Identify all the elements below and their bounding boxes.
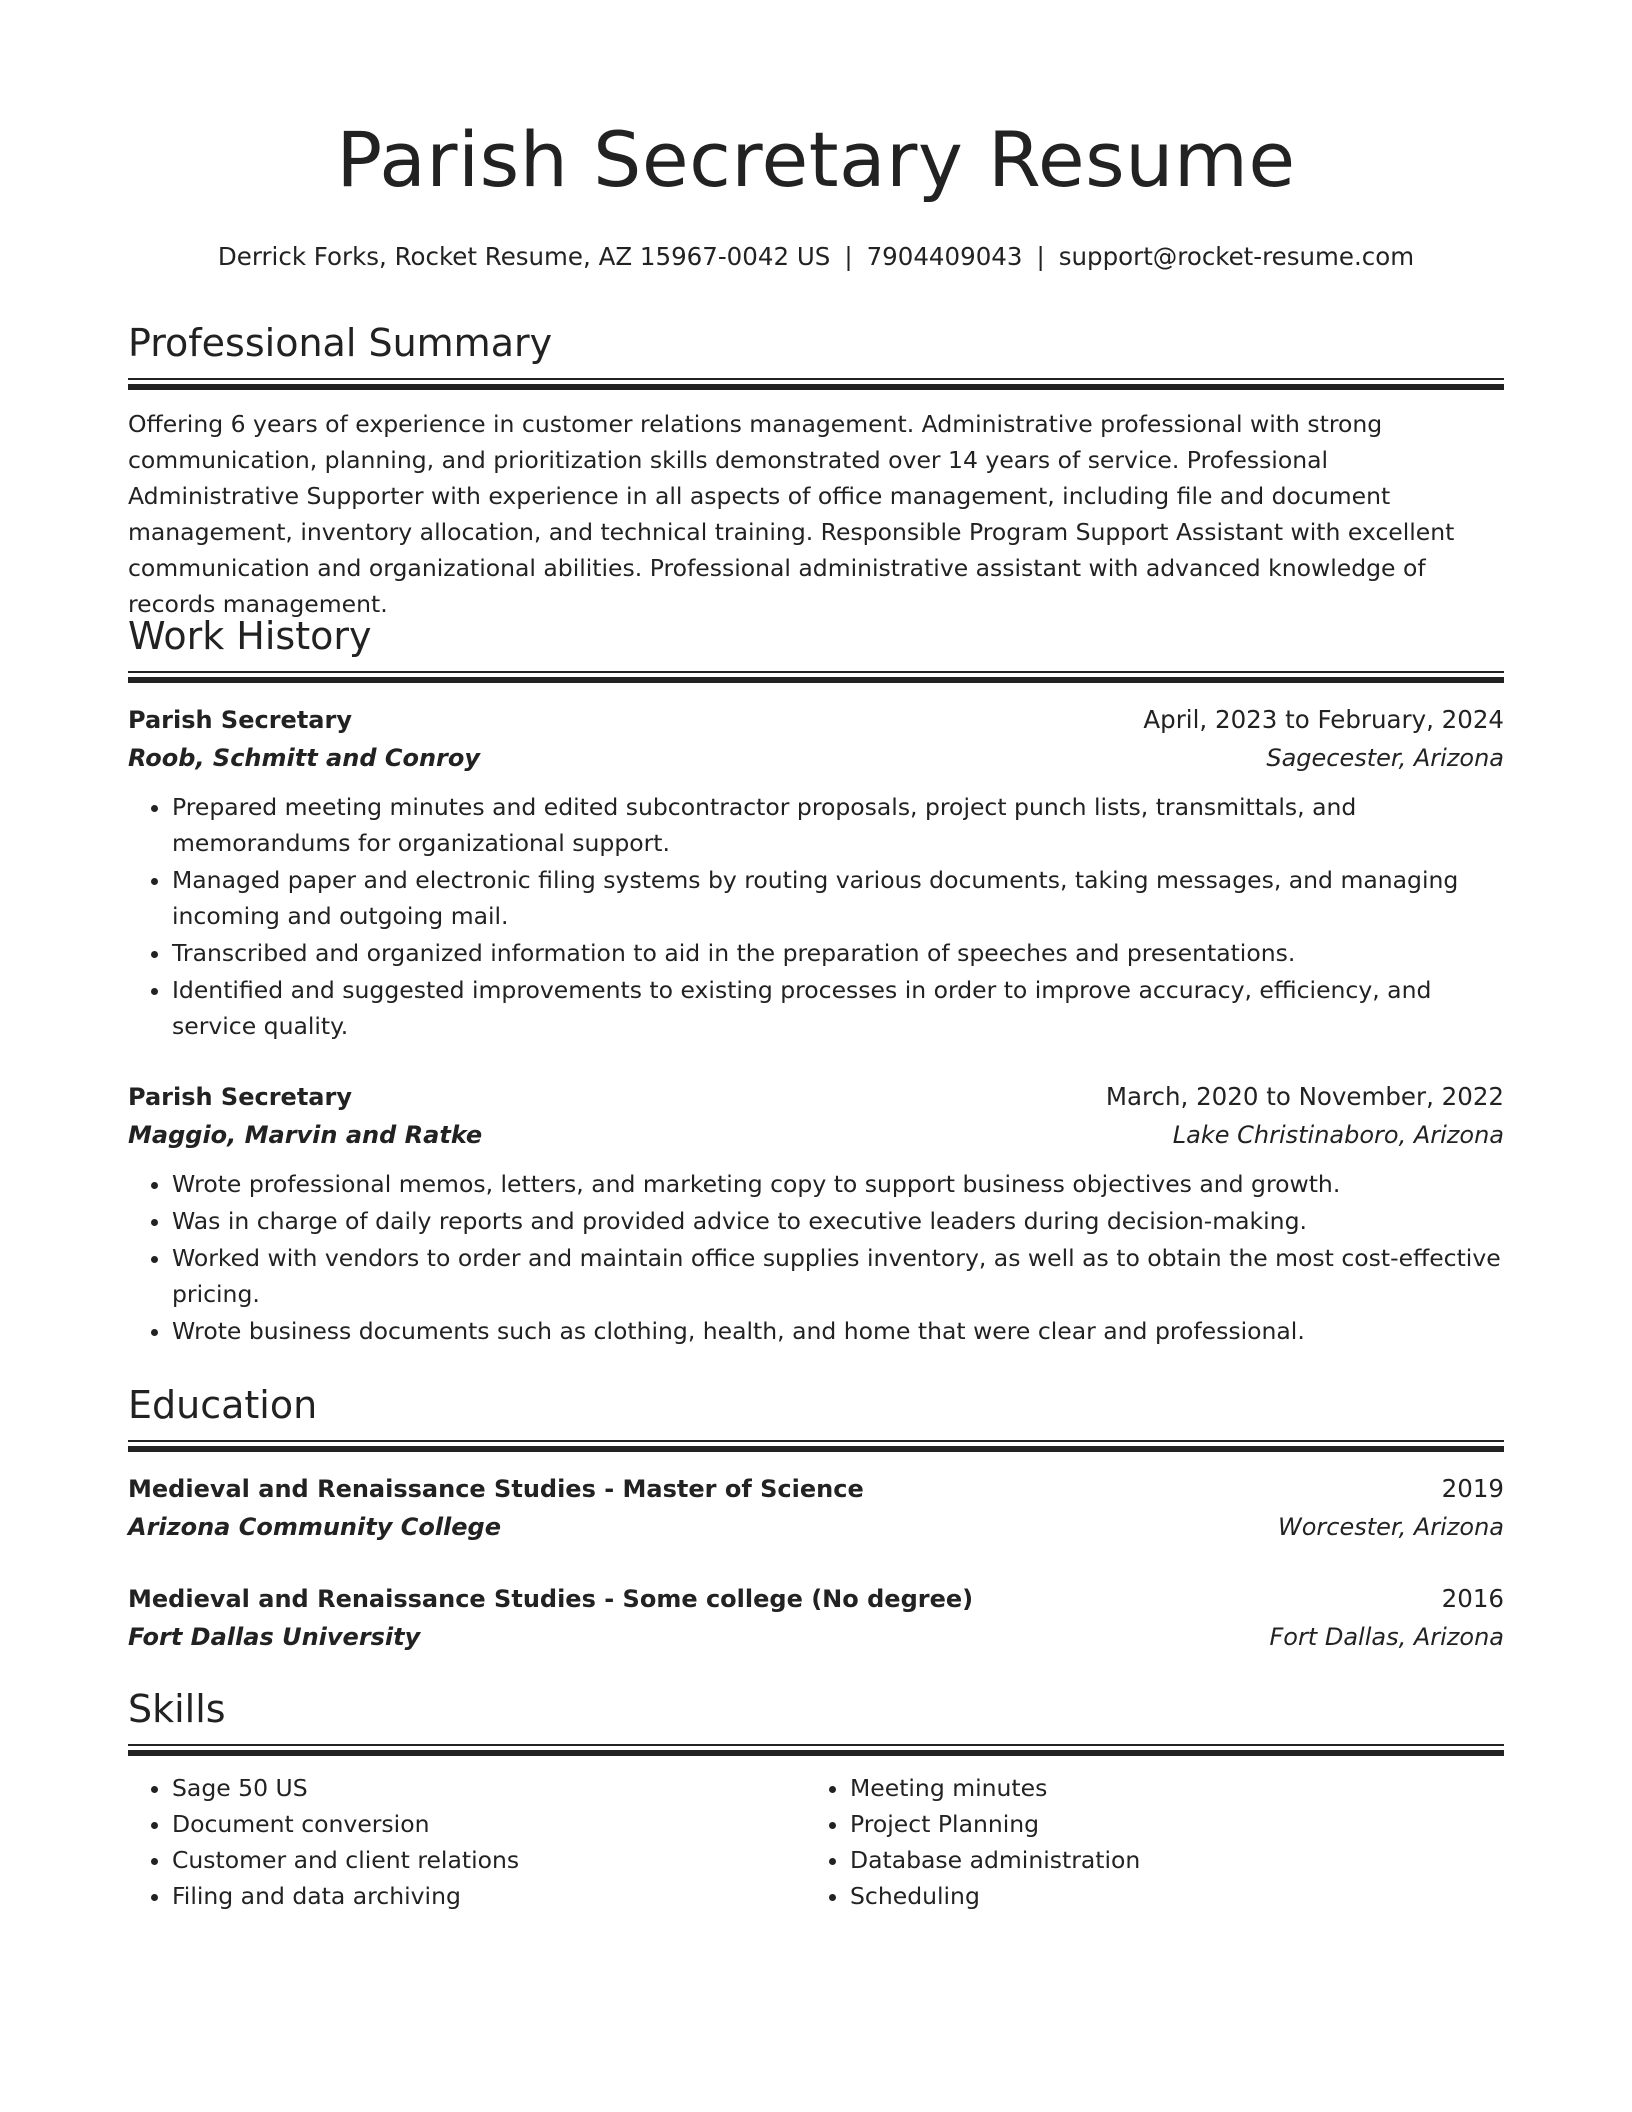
section-heading: Work History [128,614,372,658]
job-location: Lake Christinaboro, Arizona [1172,1121,1504,1149]
job-bullet: • Worked with vendors to order and maintain office supplies inventory, as well as to obtain the most cost-effective pricing. [172,1240,1504,1312]
section-rule [128,378,1504,390]
education-location: Fort Dallas, Arizona [1269,1623,1504,1651]
section-rule [128,1744,1504,1756]
skill-item: • Filing and data archiving [172,1878,806,1914]
education-location: Worcester, Arizona [1278,1513,1504,1541]
summary-section [128,318,1504,622]
job-company: Maggio, Marvin and Ratke [128,1121,483,1149]
section-heading: Education [128,1383,318,1427]
contact-phone: 7904409043 [866,242,1023,271]
education-entry [128,1470,1504,1546]
job-dates: March, 2020 to November, 2022 [1105,1082,1504,1111]
job-bullet: • Was in charge of daily reports and provided advice to executive leaders during decision-making. [172,1203,1504,1239]
section-rule [128,1440,1504,1452]
work-history-section [128,611,1504,1350]
section-rule [128,671,1504,683]
job-location: Sagecester, Arizona [1266,744,1504,772]
resume-title: Parish Secretary Resume [336,115,1296,204]
job-dates: April, 2023 to February, 2024 [1143,705,1504,734]
education-section [128,1380,1504,1656]
section-heading: Skills [128,1687,226,1731]
job-bullet: • Wrote professional memos, letters, and marketing copy to support business objectives and growth. [172,1166,1504,1202]
job-title: Parish Secretary [128,1083,352,1111]
education-school: Fort Dallas University [128,1623,421,1651]
job-bullet: • Prepared meeting minutes and edited subcontractor proposals, project punch lists, transmittals, and memorandums for organizational support. [172,789,1504,861]
skill-item: • Database administration [850,1842,1484,1878]
job-bullet: • Wrote business documents such as clothing, health, and home that were clear and professional. [172,1313,1504,1349]
education-year: 2019 [1441,1474,1504,1503]
summary-text: Offering 6 years of experience in customer relations management. Administrative professional with strong communication, planning, and prioritization skills demonstrated over 14 years of service. Professional Administrative Supporter with experience in all aspects of office management, including file and document management, inventory allocation, and technical training. Responsible Program Support Assistant with excellent communication and organizational abilities. Professional administrative assistant with advanced knowledge of records management. [128,410,1455,618]
contact-separator: | [1036,242,1045,271]
education-year: 2016 [1441,1584,1504,1613]
education-degree: Medieval and Renaissance Studies - Master of Science [128,1475,864,1503]
contact-email: support@rocket-resume.com [1058,242,1415,271]
skill-item: • Sage 50 US [172,1770,806,1806]
job-company: Roob, Schmitt and Conroy [128,744,481,772]
skills-section [128,1684,1504,1914]
skill-item: • Customer and client relations [172,1842,806,1878]
contact-line [128,240,1504,274]
job-bullet: • Managed paper and electronic filing systems by routing various documents, taking messages, and managing incoming and outgoing mail. [172,862,1504,934]
skill-item: • Scheduling [850,1878,1484,1914]
job-bullets [128,789,1504,1044]
contact-separator: | [844,242,853,271]
contact-address: Derrick Forks, Rocket Resume, AZ 15967-0042 US [217,242,831,271]
education-entry [128,1580,1504,1656]
job-bullet: • Transcribed and organized information to aid in the preparation of speeches and presentations. [172,935,1504,971]
job-entry [128,1078,1504,1349]
skills-left-column [128,1770,806,1914]
job-entry [128,701,1504,1044]
skills-columns [128,1770,1504,1914]
section-heading: Professional Summary [128,321,553,365]
skill-item: • Project Planning [850,1806,1484,1842]
job-bullets [128,1166,1504,1349]
education-degree: Medieval and Renaissance Studies - Some college (No degree) [128,1585,974,1613]
education-school: Arizona Community College [128,1513,502,1541]
skill-item: • Document conversion [172,1806,806,1842]
job-title: Parish Secretary [128,706,352,734]
skill-item: • Meeting minutes [850,1770,1484,1806]
skills-right-column [806,1770,1484,1914]
job-bullet: • Identified and suggested improvements to existing processes in order to improve accuracy, efficiency, and service quality. [172,972,1504,1044]
